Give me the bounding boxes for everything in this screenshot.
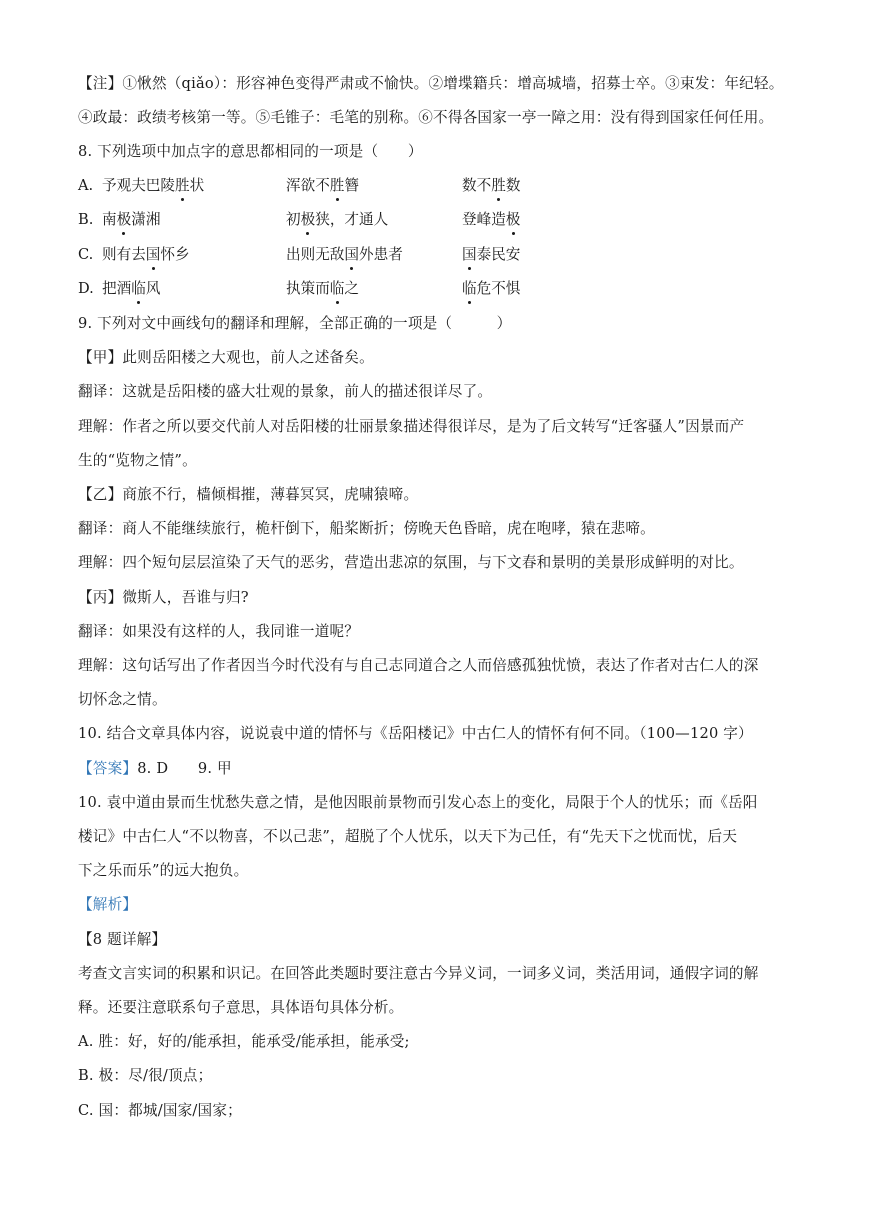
q9-jia-understanding-2: 生的“览物之情”。 [78, 452, 197, 469]
emphasis-dot-char: 胜 [174, 177, 190, 194]
answer-q10-line-2: 楼记》中古仁人“不以物喜，不以己悲”，超脱了个人忧乐，以天下为己任，有“先天下之忧而忧，后天 [78, 828, 738, 845]
q8-option-c-label: C. [78, 246, 94, 263]
answer-q10-line-1: 10. 袁中道由景而生忧愁失意之情，是他因眼前景物而引发心态上的变化，局限于个人的忧乐；而《岳阳 [78, 794, 758, 811]
q9-jia-sentence: 【甲】此则岳阳楼之大观也，前人之述备矣。 [78, 349, 374, 366]
answer-tag: 【答案】 [78, 760, 138, 777]
note-line-1: 【注】①愀然（qiǎo）：形容神色变得严肃或不愉快。②增堞籍兵：增高城墙，招募士卒。③束发：年纪轻。 [78, 75, 784, 92]
emphasis-dot-char: 极 [505, 211, 521, 228]
emphasis-dot-char: 临 [329, 280, 345, 297]
analysis-option-b: B. 极：尽/很/顶点； [78, 1067, 213, 1084]
q9-bing-understanding-2: 切怀念之情。 [78, 691, 167, 708]
emphasis-dot-char: 胜 [491, 177, 506, 194]
analysis-intro-1: 考查文言实词的积累和识记。在回答此类题时要注意古今异义词，一词多义词，类活用词，通假字词的解 [78, 965, 759, 982]
emphasis-dot-char: 国 [462, 246, 477, 263]
emphasis-dot-char: 国 [344, 246, 359, 263]
q8-option-a-phrase-1: 予观夫巴陵胜状 [102, 177, 205, 194]
emphasis-dot-char: 临 [131, 280, 146, 297]
q8-option-c-phrase-1: 则有去国怀乡 [102, 246, 190, 263]
q8-option-b-phrase-2: 初极狭，才通人 [286, 211, 389, 228]
q9-yi-translation: 翻译：商人不能继续旅行，桅杆倒下，船桨断折；傍晚天色昏暗，虎在咆哮，猿在悲啼。 [78, 520, 655, 537]
answer-text: 8. D 9. 甲 [137, 760, 232, 777]
q9-yi-sentence: 【乙】商旅不行，樯倾楫摧，薄暮冥冥，虎啸猿啼。 [78, 486, 419, 503]
q8-option-d-phrase-1: 把酒临风 [102, 280, 161, 297]
q8-stem: 8. 下列选项中加点字的意思都相同的一项是（ ） [78, 143, 423, 160]
q8-option-c-phrase-3: 国泰民安 [462, 246, 521, 263]
q8-option-a-phrase-2: 浑欲不胜簪 [286, 177, 360, 194]
analysis-intro-2: 释。还要注意联系句子意思，具体语句具体分析。 [78, 999, 404, 1016]
emphasis-dot-char: 临 [462, 280, 477, 297]
q8-option-b-label: B. [78, 211, 94, 228]
q9-stem: 9. 下列对文中画线句的翻译和理解，全部正确的一项是（ ） [78, 315, 512, 332]
analysis-q8-heading: 【8 题详解】 [78, 931, 167, 948]
note-line-2: ④政最：政绩考核第一等。⑤毛锥子：毛笔的别称。⑥不得各国家一亭一障之用：没有得到国家任何任用。 [78, 109, 774, 126]
q9-jia-translation: 翻译：这就是岳阳楼的盛大壮观的景象，前人的描述很详尽了。 [78, 383, 493, 400]
q9-jia-understanding-1: 理解：作者之所以要交代前人对岳阳楼的壮丽景象描述得很详尽，是为了后文转写“迁客骚人”因景而产 [78, 418, 745, 435]
q8-option-a-phrase-3: 数不胜数 [462, 177, 521, 194]
q8-option-c-phrase-2: 出则无敌国外患者 [286, 246, 403, 263]
emphasis-dot-char: 胜 [329, 177, 345, 194]
q8-option-d-label: D. [78, 280, 94, 297]
q8-option-a-label: A. [78, 177, 94, 194]
q8-option-d-phrase-2: 执策而临之 [286, 280, 360, 297]
analysis-option-c: C. 国：都城/国家/国家； [78, 1102, 242, 1119]
emphasis-dot-char: 国 [145, 246, 161, 263]
analysis-option-a: A. 胜：好，好的/能承担，能承受/能承担，能承受; [78, 1033, 410, 1050]
q8-option-d-phrase-3: 临危不惧 [462, 280, 521, 297]
q8-option-b-phrase-3: 登峰造极 [462, 211, 521, 228]
answer-line [78, 759, 232, 779]
q8-option-b-phrase-1: 南极潇湘 [102, 211, 161, 228]
analysis-tag: 【解析】 [78, 896, 138, 913]
emphasis-dot-char: 极 [116, 211, 132, 228]
q9-bing-sentence: 【丙】微斯人，吾谁与归? [78, 589, 249, 606]
q9-yi-understanding: 理解：四个短句层层渲染了天气的恶劣，营造出悲凉的氛围，与下文春和景明的美景形成鲜明的对比。 [78, 554, 744, 571]
answer-q10-line-3: 下之乐而乐”的远大抱负。 [78, 862, 249, 879]
q9-bing-understanding-1: 理解：这句话写出了作者因当今时代没有与自己志同道合之人而倍感孤独忧愤，表达了作者对古仁人的深 [78, 657, 759, 674]
emphasis-dot-char: 极 [300, 211, 316, 228]
q10-stem: 10. 结合文章具体内容，说说袁中道的情怀与《岳阳楼记》中古仁人的情怀有何不同。（100—120 字） [78, 725, 753, 742]
q9-bing-translation: 翻译：如果没有这样的人，我同谁一道呢？ [78, 623, 360, 640]
